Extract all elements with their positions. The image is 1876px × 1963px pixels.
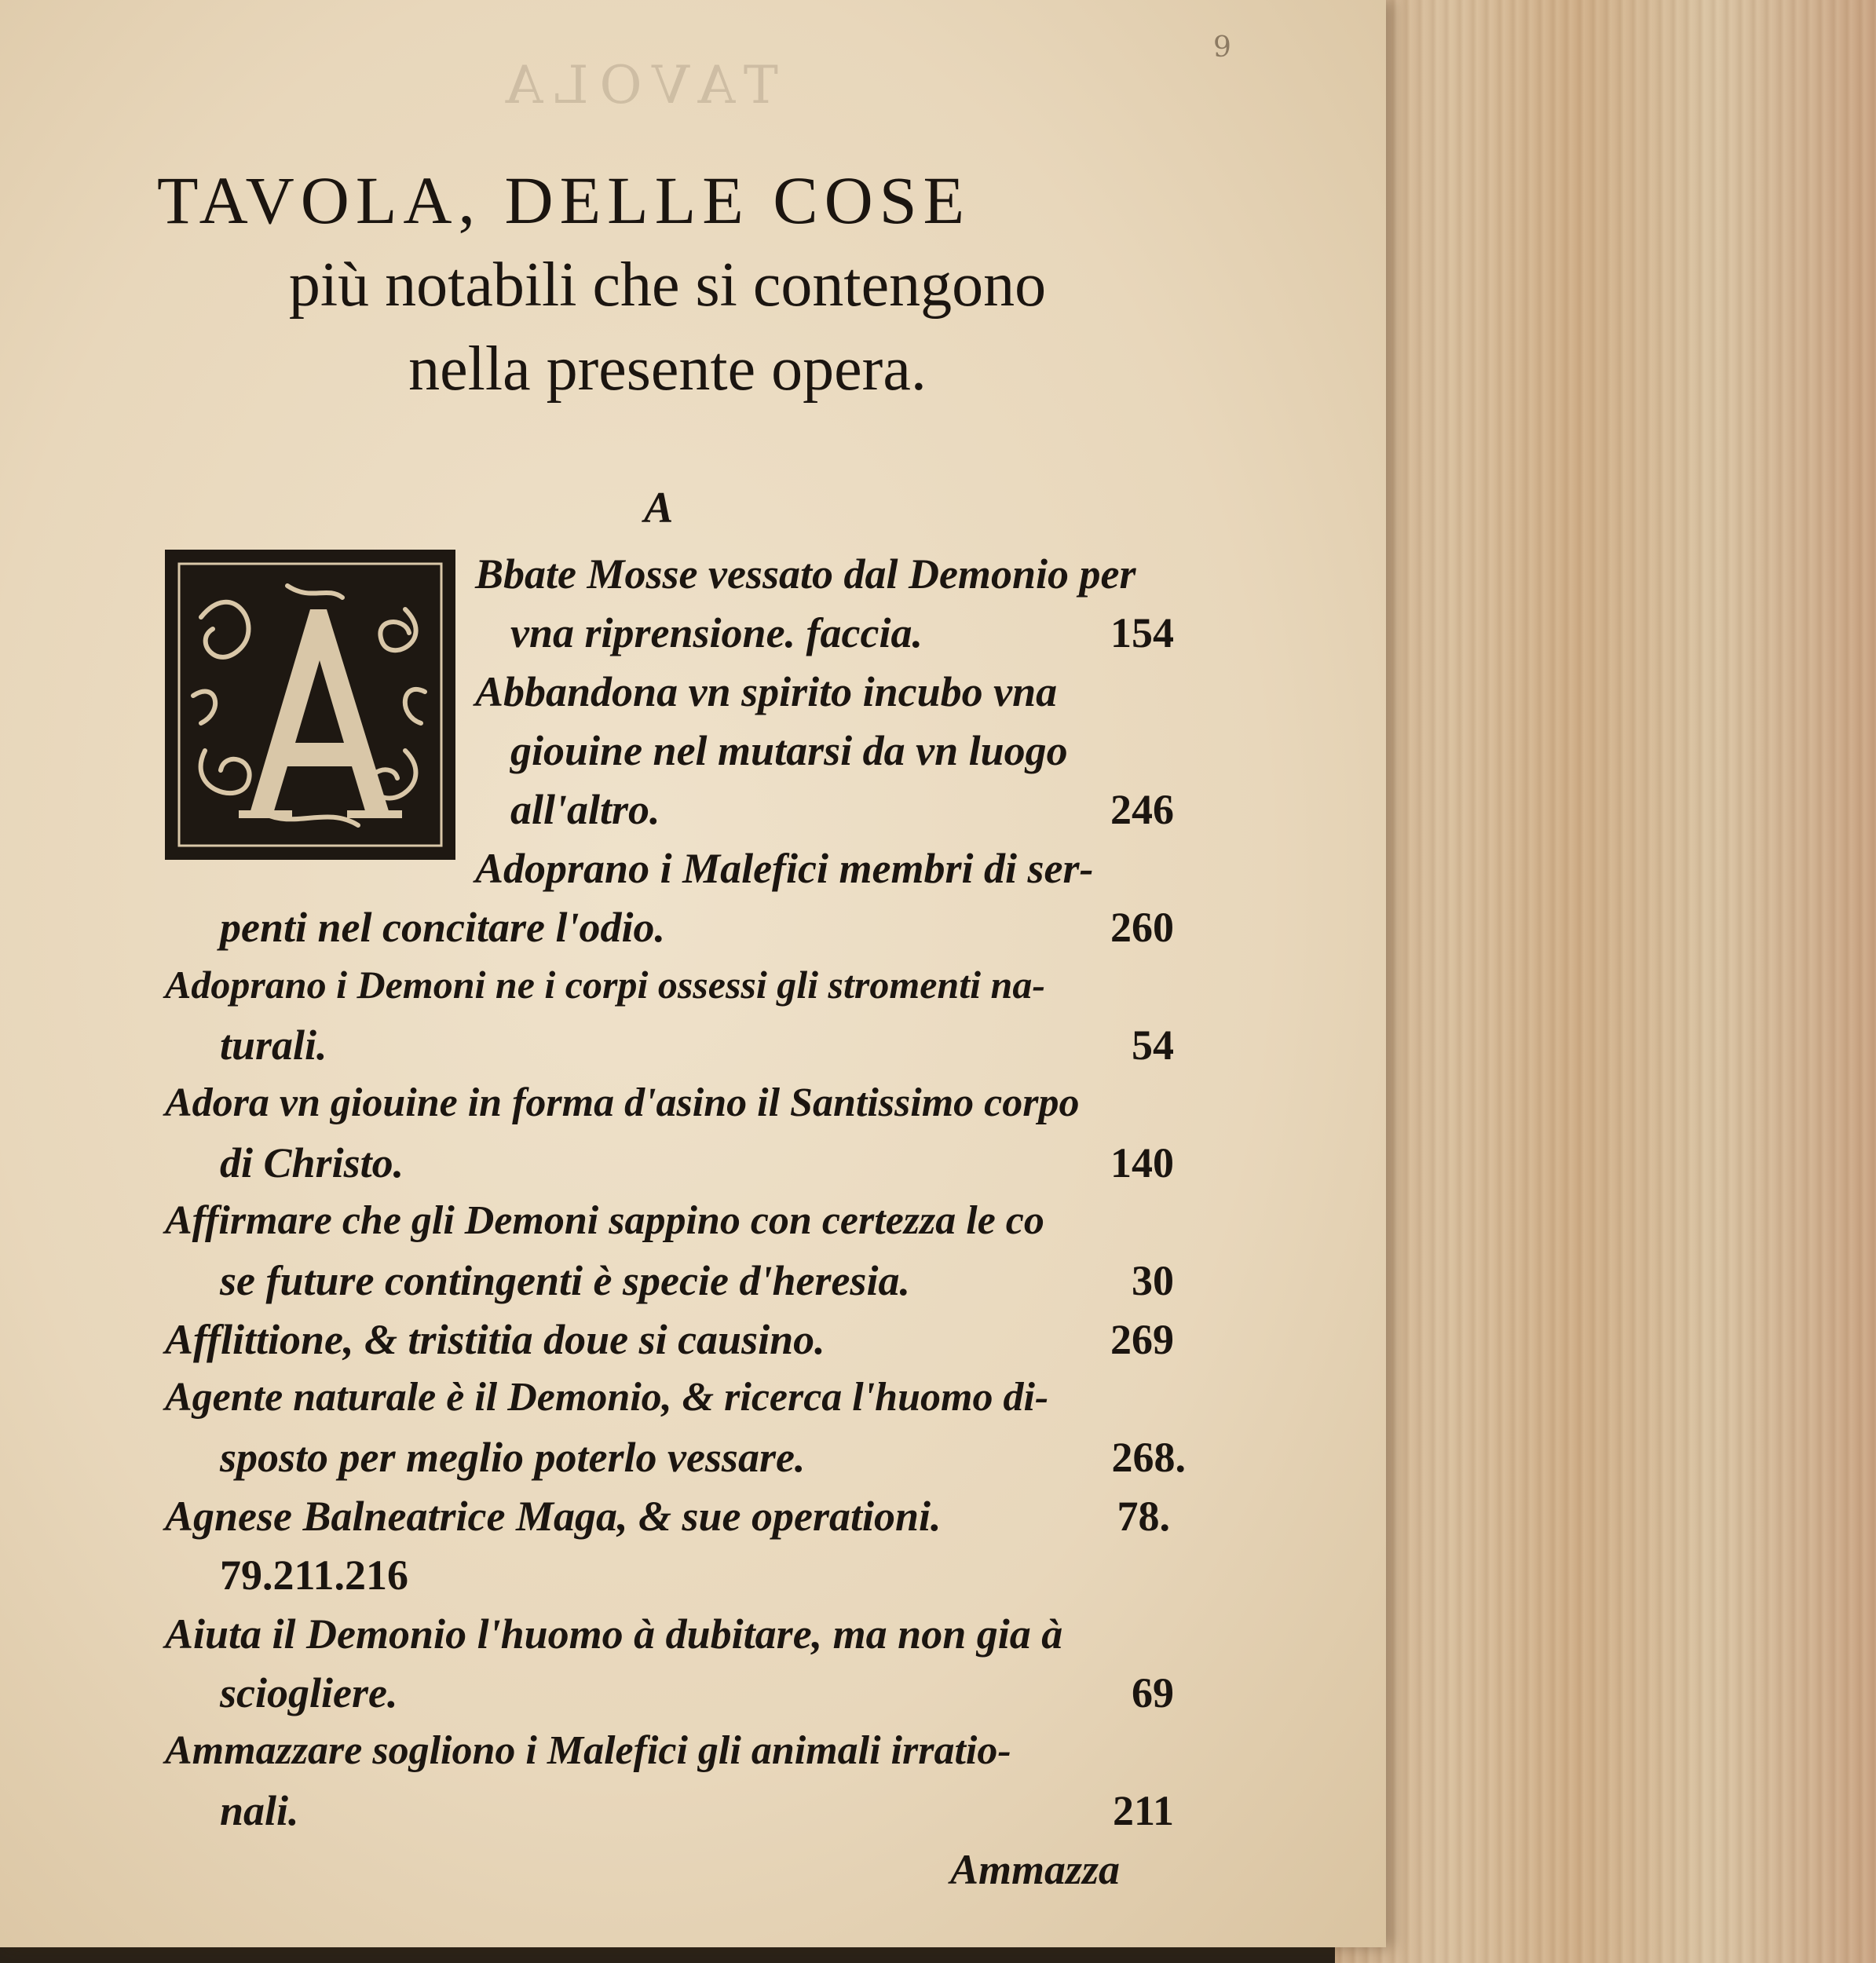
index-entry-4-line-1: Adoprano i Demoni ne i corpi ossessi gli stromenti na- xyxy=(165,963,1045,1007)
index-entry-4-line-2: turali. xyxy=(220,1022,327,1069)
book-page-edges xyxy=(1335,0,1876,1963)
index-entry-6-page: 30 xyxy=(1132,1257,1174,1304)
index-entry-3-page: 260 xyxy=(1110,904,1174,951)
index-entry-9-line-2: 79.211.216 xyxy=(220,1552,409,1599)
index-entry-2-line-2: giouine nel mutarsi da vn luogo xyxy=(510,727,1068,774)
ornament-initial-icon xyxy=(170,554,451,855)
page-title: TAVOLA, DELLE COSE xyxy=(157,163,971,238)
index-entry-11-line-2: nali. xyxy=(220,1787,299,1834)
index-entry-1-line-2: vna riprensione. faccia. xyxy=(510,609,923,656)
index-entry-3-line-1: Adoprano i Malefici membri di ser- xyxy=(475,845,1094,892)
index-entry-5-line-1: Adora vn giouine in forma d'asino il Santissimo corpo xyxy=(165,1080,1080,1125)
decorated-initial-a-icon xyxy=(165,550,455,860)
index-entry-6-line-2: se future contingenti è specie d'heresia. xyxy=(220,1257,910,1304)
index-entry-3-line-2: penti nel concitare l'odio. xyxy=(220,904,665,951)
index-entry-5-line-2: di Christo. xyxy=(220,1139,404,1186)
page-subtitle-line-1: più notabili che si contengono xyxy=(288,250,1047,320)
folio-mark: 9 xyxy=(1213,31,1231,64)
catchword: Ammazza xyxy=(950,1846,1121,1893)
page-subtitle-line-2: nella presente opera. xyxy=(408,334,927,404)
index-entry-10-line-1: Aiuta il Demonio l'huomo à dubitare, ma non gia à xyxy=(165,1610,1063,1658)
index-entry-8-line-1: Agente naturale è il Demonio, & ricerca l'huomo di- xyxy=(165,1375,1049,1420)
index-entry-8-line-2: sposto per meglio poterlo vessare. xyxy=(220,1434,806,1481)
index-entry-10-page: 69 xyxy=(1132,1669,1174,1716)
index-entry-2-page: 246 xyxy=(1110,786,1174,833)
index-entry-1-page: 154 xyxy=(1110,609,1174,656)
index-entry-5-page: 140 xyxy=(1110,1139,1174,1186)
bleed-through-heading: TAVOLA xyxy=(495,55,778,115)
index-entry-1-line-1: Bbate Mosse vessato dal Demonio per xyxy=(475,550,1136,598)
index-entry-2-line-3: all'altro. xyxy=(510,786,660,833)
index-entry-8-page: 268. xyxy=(1111,1434,1186,1481)
index-entry-6-line-1: Affirmare che gli Demoni sappino con certezza le co xyxy=(165,1198,1044,1243)
index-entry-9-page: 78. xyxy=(1117,1493,1170,1540)
index-entry-4-page: 54 xyxy=(1132,1022,1174,1069)
index-entry-7-page: 269 xyxy=(1110,1316,1174,1363)
index-entry-9-line-1: Agnese Balneatrice Maga, & sue operationi. xyxy=(165,1493,942,1540)
index-entry-11-page: 211 xyxy=(1112,1787,1174,1834)
index-entry-7-line-1: Afflittione, & tristitia doue si causino. xyxy=(165,1316,825,1363)
index-entry-11-line-1: Ammazzare sogliono i Malefici gli animali irratio- xyxy=(165,1728,1011,1773)
index-entry-2-line-1: Abbandona vn spirito incubo vna xyxy=(475,668,1058,715)
index-entry-10-line-2: sciogliere. xyxy=(220,1669,398,1716)
section-letter: A xyxy=(644,484,674,532)
